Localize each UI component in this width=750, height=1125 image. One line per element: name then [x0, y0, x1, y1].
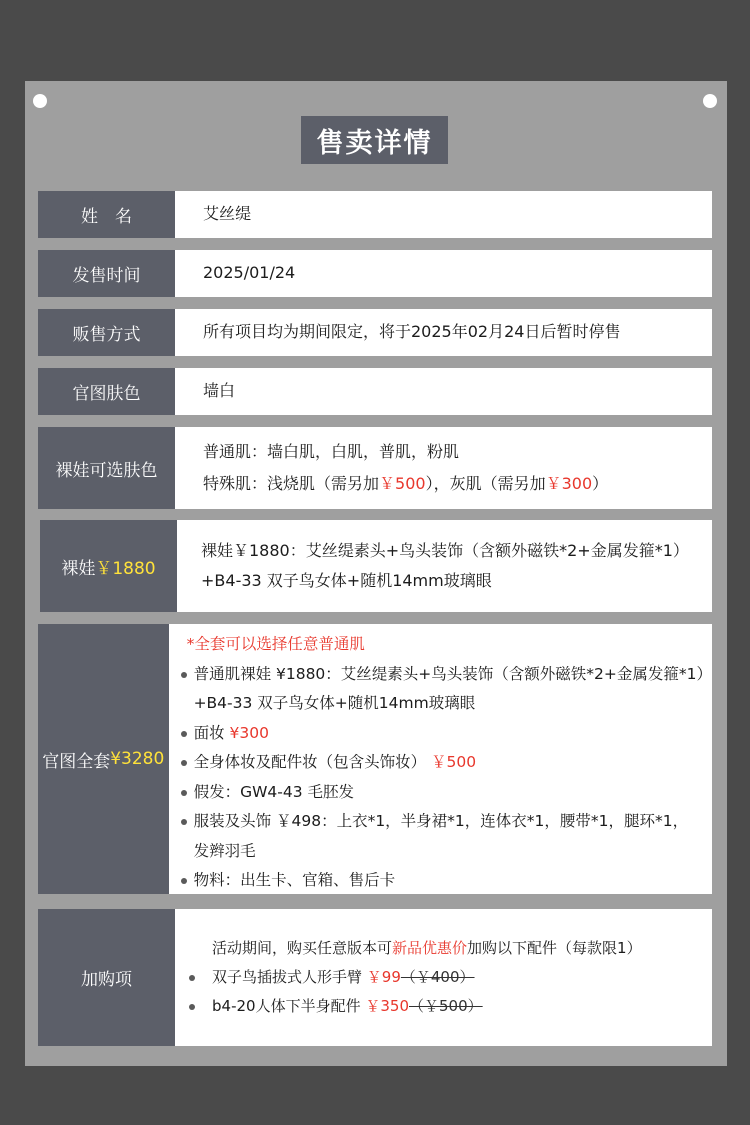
official-skin-text: 墙白: [203, 381, 236, 401]
value-sale-method: [175, 309, 712, 356]
addon-item-arm-price: ￥99: [366, 967, 401, 986]
value-full-set: [169, 624, 712, 894]
bullet-icon: [181, 790, 187, 796]
nude-label-text: 裸娃: [61, 558, 96, 579]
fullset-item-clothing: [181, 807, 712, 837]
fullset-item-face-text: 面妆: [193, 723, 225, 742]
fullset-item-clothing-line2: 发辫羽毛: [193, 841, 256, 860]
pin-dot-left: [33, 94, 47, 108]
label-official-skin: 官图肤色: [38, 368, 175, 415]
value-addon: [175, 909, 712, 1046]
bullet-icon: [181, 731, 187, 737]
value-optional-skin: [175, 427, 712, 509]
bullet-icon: [189, 1004, 195, 1010]
fullset-label-price: ¥3280: [110, 749, 165, 769]
label-nude-doll: [40, 520, 177, 612]
bullet-icon: [181, 760, 187, 766]
fullset-item-nude-line1: 普通肌裸娃 ¥1880：艾丝缇素头+鸟头装饰（含额外磁铁*2+金属发箍*1）: [193, 664, 712, 683]
addon-item-arm: [189, 963, 712, 993]
fullset-item-materials-text: 物料：出生卡、官箱、售后卡: [193, 871, 396, 889]
special-skin-text-a: 特殊肌：浅烧肌（需另加: [203, 474, 380, 493]
label-sale-method: 贩售方式: [38, 309, 175, 356]
bullet-icon: [181, 878, 187, 884]
fullset-item-face-price: ¥300: [229, 723, 269, 742]
addon-intro-b: 加购以下配件（每款限1）: [467, 938, 642, 957]
row-sale-method: [38, 309, 712, 356]
addon-intro-a: 活动期间，购买任意版本可: [212, 938, 393, 957]
row-full-set: [38, 624, 712, 894]
optional-skin-special: [203, 468, 712, 500]
value-nude-doll: [177, 520, 712, 612]
nude-desc-line1: 裸娃￥1880：艾丝缇素头+鸟头装饰（含额外磁铁*2+金属发箍*1）: [201, 541, 689, 560]
bullet-icon: [189, 975, 195, 981]
fullset-item-nude: [181, 660, 712, 690]
row-official-skin: [38, 368, 712, 415]
value-release-date: [175, 250, 712, 297]
addon-item-arm-text: 双子鸟插拔式人形手臂: [212, 967, 363, 986]
fullset-item-body-text: 全身体妆及配件妆（包含头饰妆）: [193, 753, 427, 771]
addon-item-lower-original-price: （￥500）: [409, 997, 483, 1015]
special-skin-price-1: ￥500: [379, 474, 426, 493]
nude-desc-line2: +B4-33 双子鸟女体+随机14mm玻璃眼: [201, 571, 492, 590]
label-optional-skin: 裸娃可选肤色: [38, 427, 175, 509]
bullet-icon: [181, 672, 187, 678]
row-nude-doll: [40, 520, 712, 612]
fullset-item-wig-text: 假发：GW4-43 毛胚发: [193, 782, 355, 801]
addon-item-lower-text: b4-20人体下半身配件: [212, 997, 361, 1015]
row-addon: [38, 909, 712, 1046]
nude-label-price: ￥1880: [95, 558, 156, 579]
row-release-date: [38, 250, 712, 297]
special-skin-text-b: ），灰肌（需另加: [425, 474, 546, 493]
optional-skin-normal: 普通肌：墙白肌，白肌，普肌，粉肌: [203, 442, 460, 461]
label-release-date: 发售时间: [38, 250, 175, 297]
value-name: [175, 191, 712, 238]
row-optional-skin: [38, 427, 712, 509]
special-skin-text-c: ）: [592, 474, 609, 493]
addon-item-lower-body: [189, 992, 712, 1022]
fullset-item-clothing-line1: 服装及头饰 ￥498：上衣*1，半身裙*1，连体衣*1，腰带*1，腿环*1，: [193, 812, 689, 830]
release-date-text: 2025/01/24: [203, 263, 296, 283]
label-name: 姓 名: [38, 191, 175, 238]
sale-method-text: 所有项目均为期间限定，将于2025年02月24日后暂时停售: [203, 322, 621, 342]
name-text: 艾丝缇: [203, 204, 252, 224]
label-full-set: [38, 624, 169, 894]
addon-item-lower-price: ￥350: [365, 997, 409, 1015]
fullset-item-materials: [181, 866, 712, 896]
bullet-icon: [181, 819, 187, 825]
fullset-item-body-price: ￥500: [431, 753, 477, 771]
fullset-note: *全套可以选择任意普通肌: [186, 635, 365, 653]
label-addon: 加购项: [38, 909, 175, 1046]
addon-item-arm-original-price: （￥400）: [400, 967, 475, 986]
special-skin-price-2: ￥300: [545, 474, 593, 493]
pin-dot-right: [703, 94, 717, 108]
fullset-item-nude-line2: +B4-33 双子鸟女体+随机14mm玻璃眼: [193, 694, 476, 712]
row-name: [38, 191, 712, 238]
fullset-item-face: [181, 719, 712, 749]
page-title: 售卖详情: [301, 116, 448, 164]
addon-intro: [189, 934, 712, 963]
fullset-item-body-makeup: [181, 748, 712, 778]
fullset-item-wig: [181, 778, 712, 808]
value-official-skin: [175, 368, 712, 415]
addon-intro-highlight: 新品优惠价: [392, 938, 468, 957]
detail-panel: [25, 81, 727, 1066]
fullset-label-text: 官图全套: [42, 751, 111, 772]
